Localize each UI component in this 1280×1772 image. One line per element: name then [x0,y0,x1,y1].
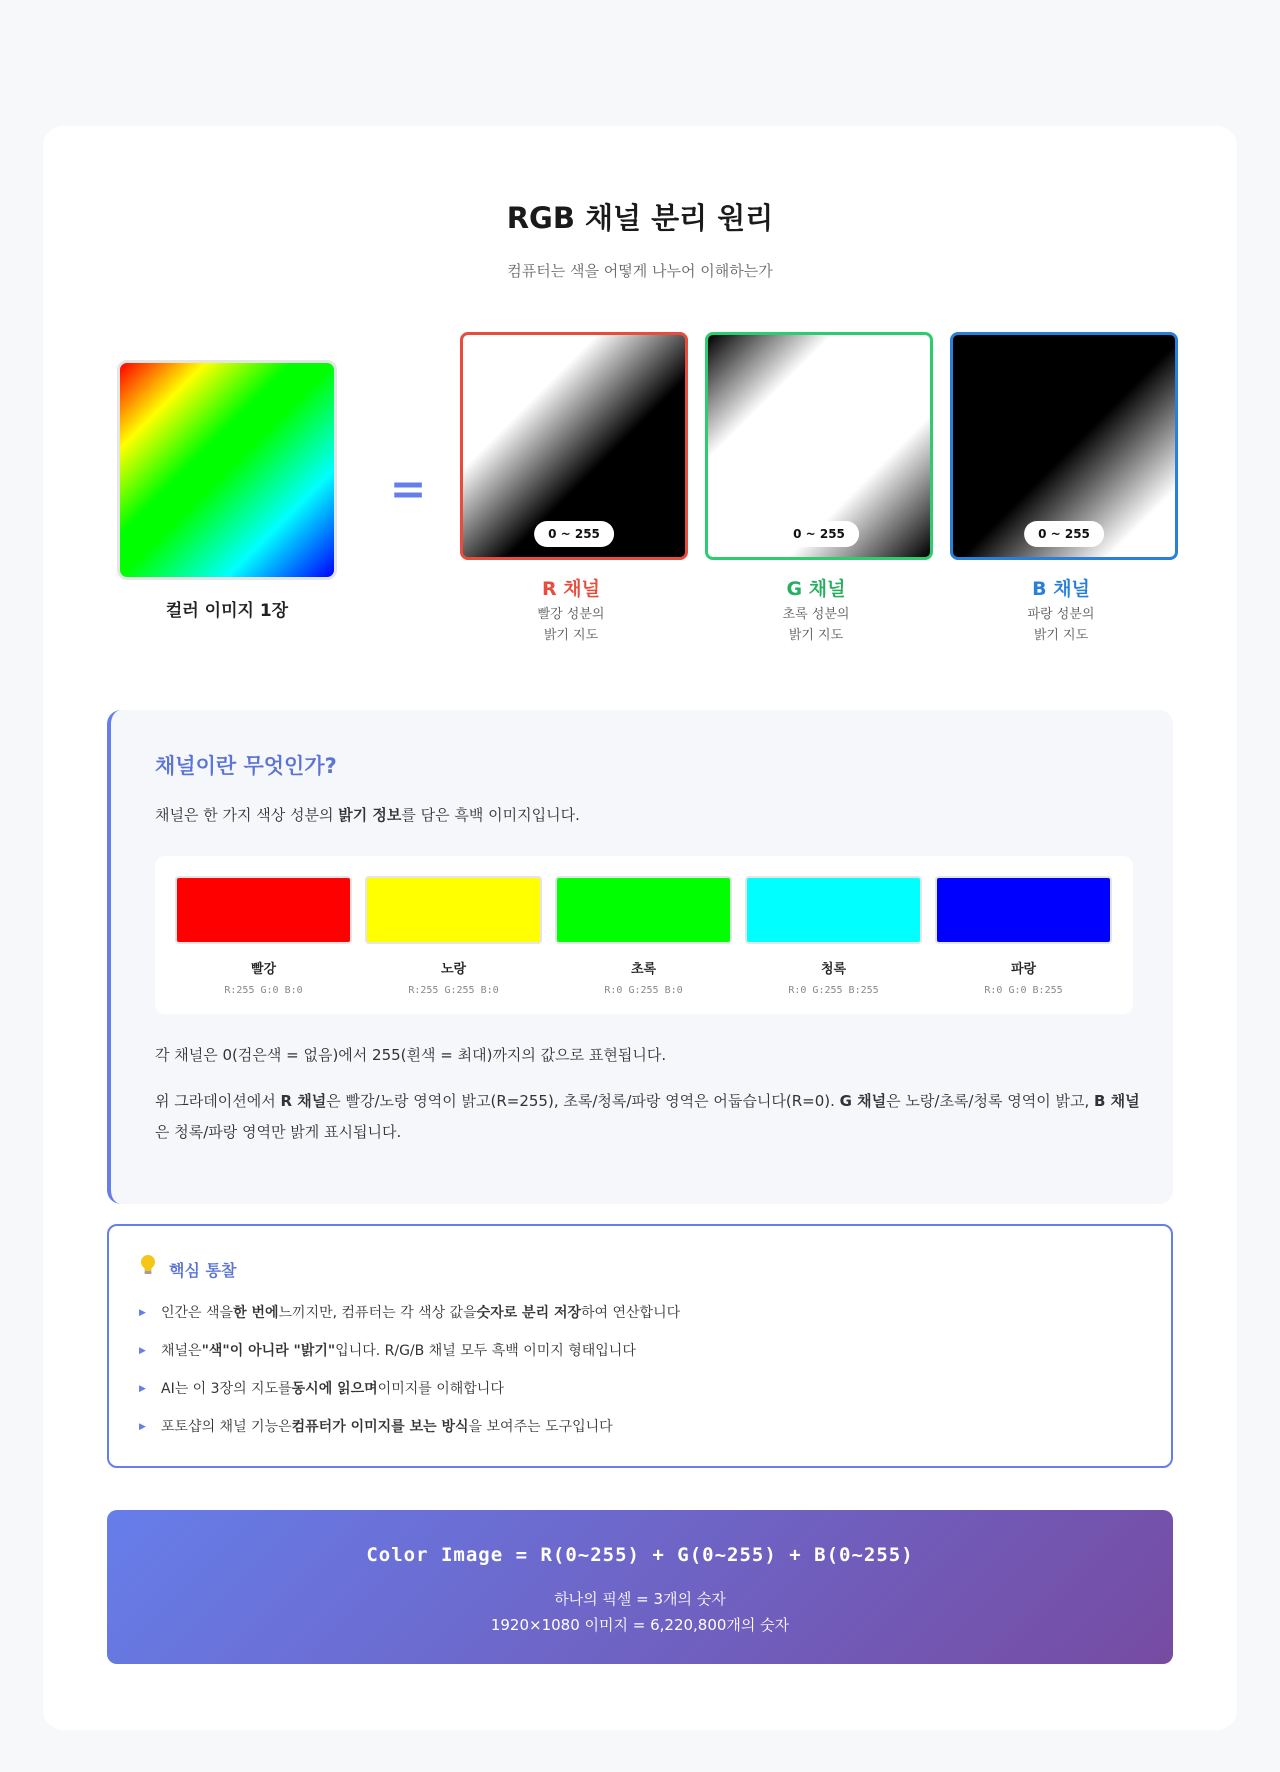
bullet-arrow-icon: ▶ [139,1308,146,1318]
bullet-arrow-icon: ▶ [139,1422,146,1432]
swatch-chip [555,876,732,944]
section-paragraph-2: 각 채널은 0(검은색 = 없음)에서 255(흰색 = 최대)까지의 값으로 표현됩니다. [155,1046,667,1064]
lightbulb-icon [137,1254,159,1280]
item-text: 인간은 색을 [161,1305,234,1321]
bullet-arrow-icon: ▶ [139,1384,146,1394]
swatch-value: R:0 G:255 B:255 [788,985,879,996]
page-subtitle: 컴퓨터는 색을 어떻게 나누어 이해하는가 [507,262,773,280]
b-desc-line2: 밝기 지도 [1033,628,1089,643]
swatch-red [175,876,352,996]
section-paragraph-1 [155,804,580,825]
color-swatch-panel [155,856,1133,1014]
p3-bold-g: G 채널 [839,1092,887,1110]
p1-bold: 밝기 정보 [338,806,402,824]
swatch-value: R:0 G:255 B:0 [604,985,683,996]
item-bold: 컴퓨터가 이미지를 보는 방식 [291,1419,469,1435]
channel-explanation-section [107,710,1173,1204]
formula-line-1: 하나의 픽셀 = 3개의 숫자 [554,1590,726,1608]
formula-equation: Color Image = R(0~255) + G(0~255) + B(0~255) [366,1544,914,1566]
g-range-pill: 0 ~ 255 [779,521,859,547]
p3-bold-r: R 채널 [280,1092,327,1110]
b-desc-line1: 파랑 성분의 [1027,607,1095,622]
insight-item [139,1416,1139,1454]
swatch-name: 빨강 [250,962,277,977]
swatch-cyan [745,876,922,996]
p3-bold-b: B 채널 [1094,1092,1140,1110]
item-text: 이미지를 이해합니다 [377,1381,504,1397]
swatch-value: R:0 G:0 B:255 [984,985,1063,996]
item-text: 포토샵의 채널 기능은 [161,1419,292,1435]
p3-text: 위 그라데이션에서 [155,1092,281,1110]
bullet-arrow-icon: ▶ [139,1346,146,1356]
insight-item [139,1378,1139,1416]
p3-text: 은 빨강/노랑 영역이 밝고(R=255), 초록/청록/파랑 영역은 어둡습니다(R=0). [326,1092,840,1110]
g-channel-desc [702,604,930,646]
swatch-chip [935,876,1112,944]
item-text: 입니다. R/G/B 채널 모두 흑백 이미지 형태입니다 [335,1343,636,1359]
insight-title: 핵심 통찰 [169,1261,237,1280]
color-image-label: 컬러 이미지 1장 [165,601,289,621]
item-bold: "색"이 아니라 "밝기" [201,1343,336,1359]
g-channel-image [705,332,933,560]
formula-line-2: 1920×1080 이미지 = 6,220,800개의 숫자 [490,1616,790,1634]
r-channel-desc [457,604,685,646]
b-channel-image [950,332,1178,560]
r-desc-line1: 빨강 성분의 [537,607,605,622]
page-title: RGB 채널 분리 원리 [506,201,774,235]
p1-text: 채널은 한 가지 색상 성분의 [155,806,339,824]
b-channel-desc [947,604,1175,646]
swatch-green [555,876,732,996]
swatch-value: R:255 G:0 B:0 [224,985,303,996]
g-desc-line2: 밝기 지도 [788,628,844,643]
item-text: 채널은 [161,1343,202,1359]
swatch-name: 노랑 [440,962,467,977]
section-title: 채널이란 무엇인가? [155,754,337,778]
section-paragraph-3 [155,1086,1145,1148]
item-bold: 숫자로 분리 저장 [476,1305,582,1321]
r-range-pill: 0 ~ 255 [534,521,614,547]
r-desc-line2: 밝기 지도 [543,628,599,643]
item-bold: 한 번에 [233,1305,279,1321]
swatch-blue [935,876,1112,996]
formula-banner [107,1510,1173,1664]
p3-text: 은 청록/파랑 영역만 밝게 표시됩니다. [155,1123,402,1141]
p1-text-after: 를 담은 흑백 이미지입니다. [401,806,580,824]
insight-list [139,1302,1139,1454]
item-bold: 동시에 읽으며 [291,1381,378,1397]
swatch-chip [365,876,542,944]
swatch-chip [745,876,922,944]
g-channel-title: G 채널 [786,578,846,600]
item-text: 하여 연산합니다 [581,1305,681,1321]
swatch-value: R:255 G:255 B:0 [408,985,499,996]
item-text: 느끼지만, 컴퓨터는 각 색상 값을 [278,1305,477,1321]
item-text: 을 보여주는 도구입니다 [468,1419,613,1435]
b-channel-title: B 채널 [1032,578,1090,600]
swatch-name: 파랑 [1010,962,1037,977]
g-desc-line1: 초록 성분의 [782,607,850,622]
swatch-yellow [365,876,542,996]
p3-text: 은 노랑/초록/청록 영역이 밝고, [886,1092,1094,1110]
key-insight-box [107,1224,1173,1468]
swatch-name: 청록 [820,962,847,977]
insight-header [137,1254,236,1281]
r-channel-title: R 채널 [542,578,600,600]
item-text: AI는 이 3장의 지도를 [161,1381,292,1397]
insight-item [139,1302,1139,1340]
equals-sign: = [389,464,427,515]
swatch-name: 초록 [630,962,657,977]
insight-item [139,1340,1139,1378]
color-gradient-image [117,360,337,580]
r-channel-image [460,332,688,560]
main-card [43,126,1237,1730]
swatch-chip [175,876,352,944]
b-range-pill: 0 ~ 255 [1024,521,1104,547]
